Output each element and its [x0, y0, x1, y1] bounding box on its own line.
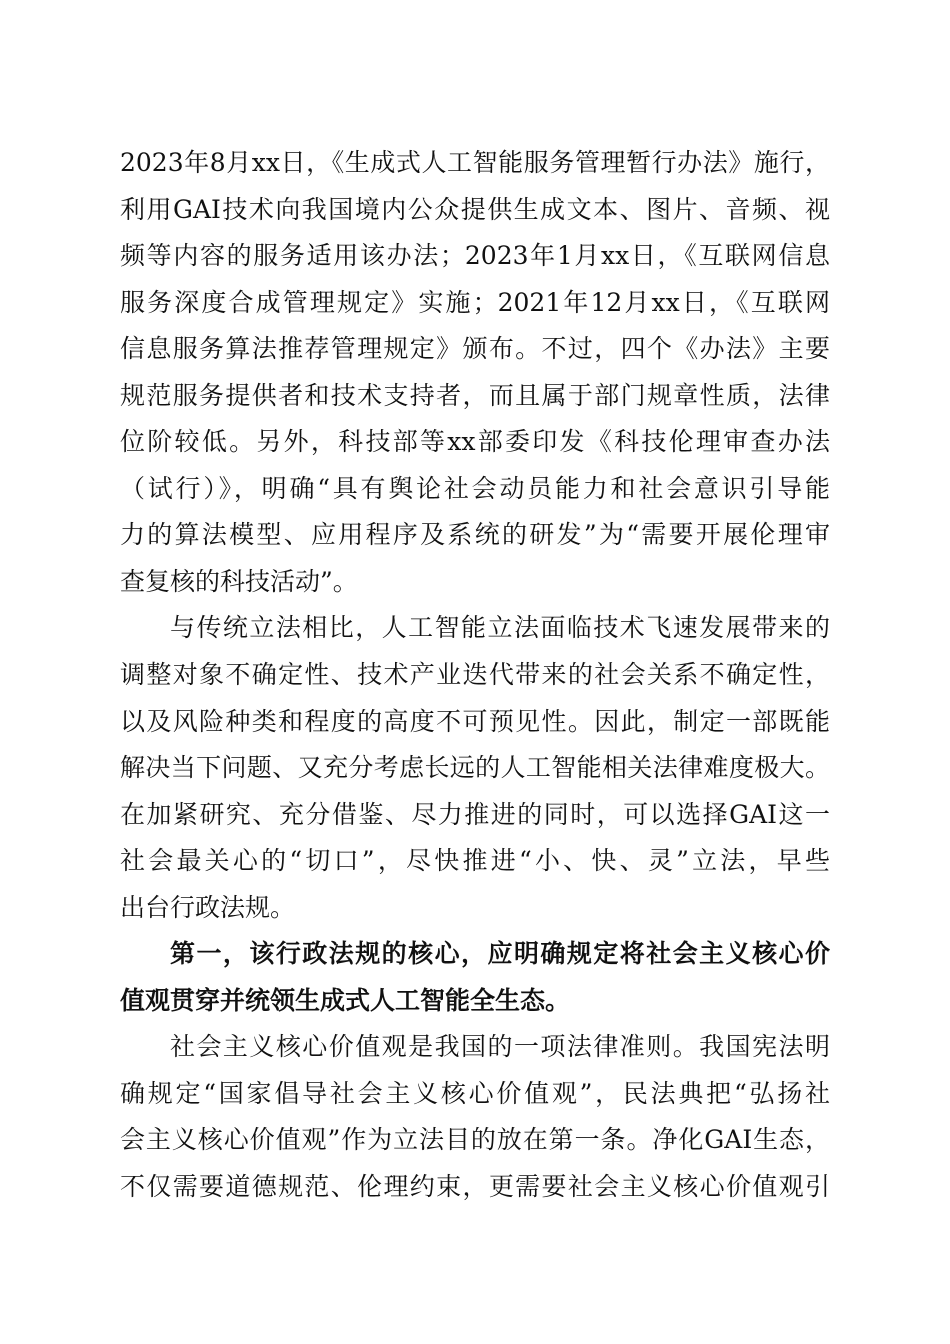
text-line: 查复核的科技活动”。	[120, 566, 358, 596]
text-line: 服务深度合成管理规定》实施；2021年12月xx日，《互联网	[120, 287, 830, 317]
text-line: 力的算法模型、应用程序及系统的研发”为“需要开展伦理审	[120, 520, 830, 550]
text-line: 解决当下问题、又充分考虑长远的人工智能相关法律难度极大。	[120, 753, 830, 783]
paragraph-core-values	[120, 1024, 830, 1210]
text-line: 频等内容的服务适用该办法；2023年1月xx日，《互联网信息	[120, 241, 830, 271]
heading-line: 值观贯穿并统领生成式人工智能全生态。	[120, 985, 571, 1015]
text-line: 位阶较低。另外，科技部等xx部委印发《科技伦理审查办法	[120, 427, 830, 457]
text-line: 利用GAI技术向我国境内公众提供生成文本、图片、音频、视	[120, 194, 830, 224]
text-line: 社会最关心的“切口”，尽快推进“小、快、灵”立法，早些	[120, 846, 830, 876]
text-line: 信息服务算法推荐管理规定》颁布。不过，四个《办法》主要	[120, 334, 830, 364]
text-line: 不仅需要道德规范、伦理约束，更需要社会主义核心价值观引	[120, 1172, 830, 1202]
text-line: 2023年8月xx日，《生成式人工智能服务管理暂行办法》施行，	[120, 148, 830, 177]
paragraph-legislation-challenge	[120, 605, 830, 931]
text-line: 调整对象不确定性、技术产业迭代带来的社会关系不确定性，	[120, 660, 830, 690]
text-line: 会主义核心价值观”作为立法目的放在第一条。净化GAI生态，	[120, 1125, 830, 1155]
text-line: 以及风险种类和程度的高度不可预见性。因此，制定一部既能	[120, 706, 830, 736]
text-line: 在加紧研究、充分借鉴、尽力推进的同时，可以选择GAI这一	[120, 799, 830, 829]
document-body	[120, 140, 830, 1211]
text-line: 与传统立法相比，人工智能立法面临技术飞速发展带来的	[170, 613, 830, 643]
text-line: 规范服务提供者和技术支持者，而且属于部门规章性质，法律	[120, 380, 830, 410]
paragraph-regulations	[120, 140, 830, 605]
text-line: 出台行政法规。	[120, 892, 296, 922]
text-line: 确规定“国家倡导社会主义核心价值观”，民法典把“弘扬社	[120, 1078, 830, 1108]
text-line: （试行）》，明确“具有舆论社会动员能力和社会意识引导能	[120, 473, 830, 503]
heading-line: 第一，该行政法规的核心，应明确规定将社会主义核心价	[170, 939, 830, 969]
paragraph-first-point-heading	[120, 931, 830, 1024]
text-line: 社会主义核心价值观是我国的一项法律准则。我国宪法明	[170, 1032, 830, 1062]
